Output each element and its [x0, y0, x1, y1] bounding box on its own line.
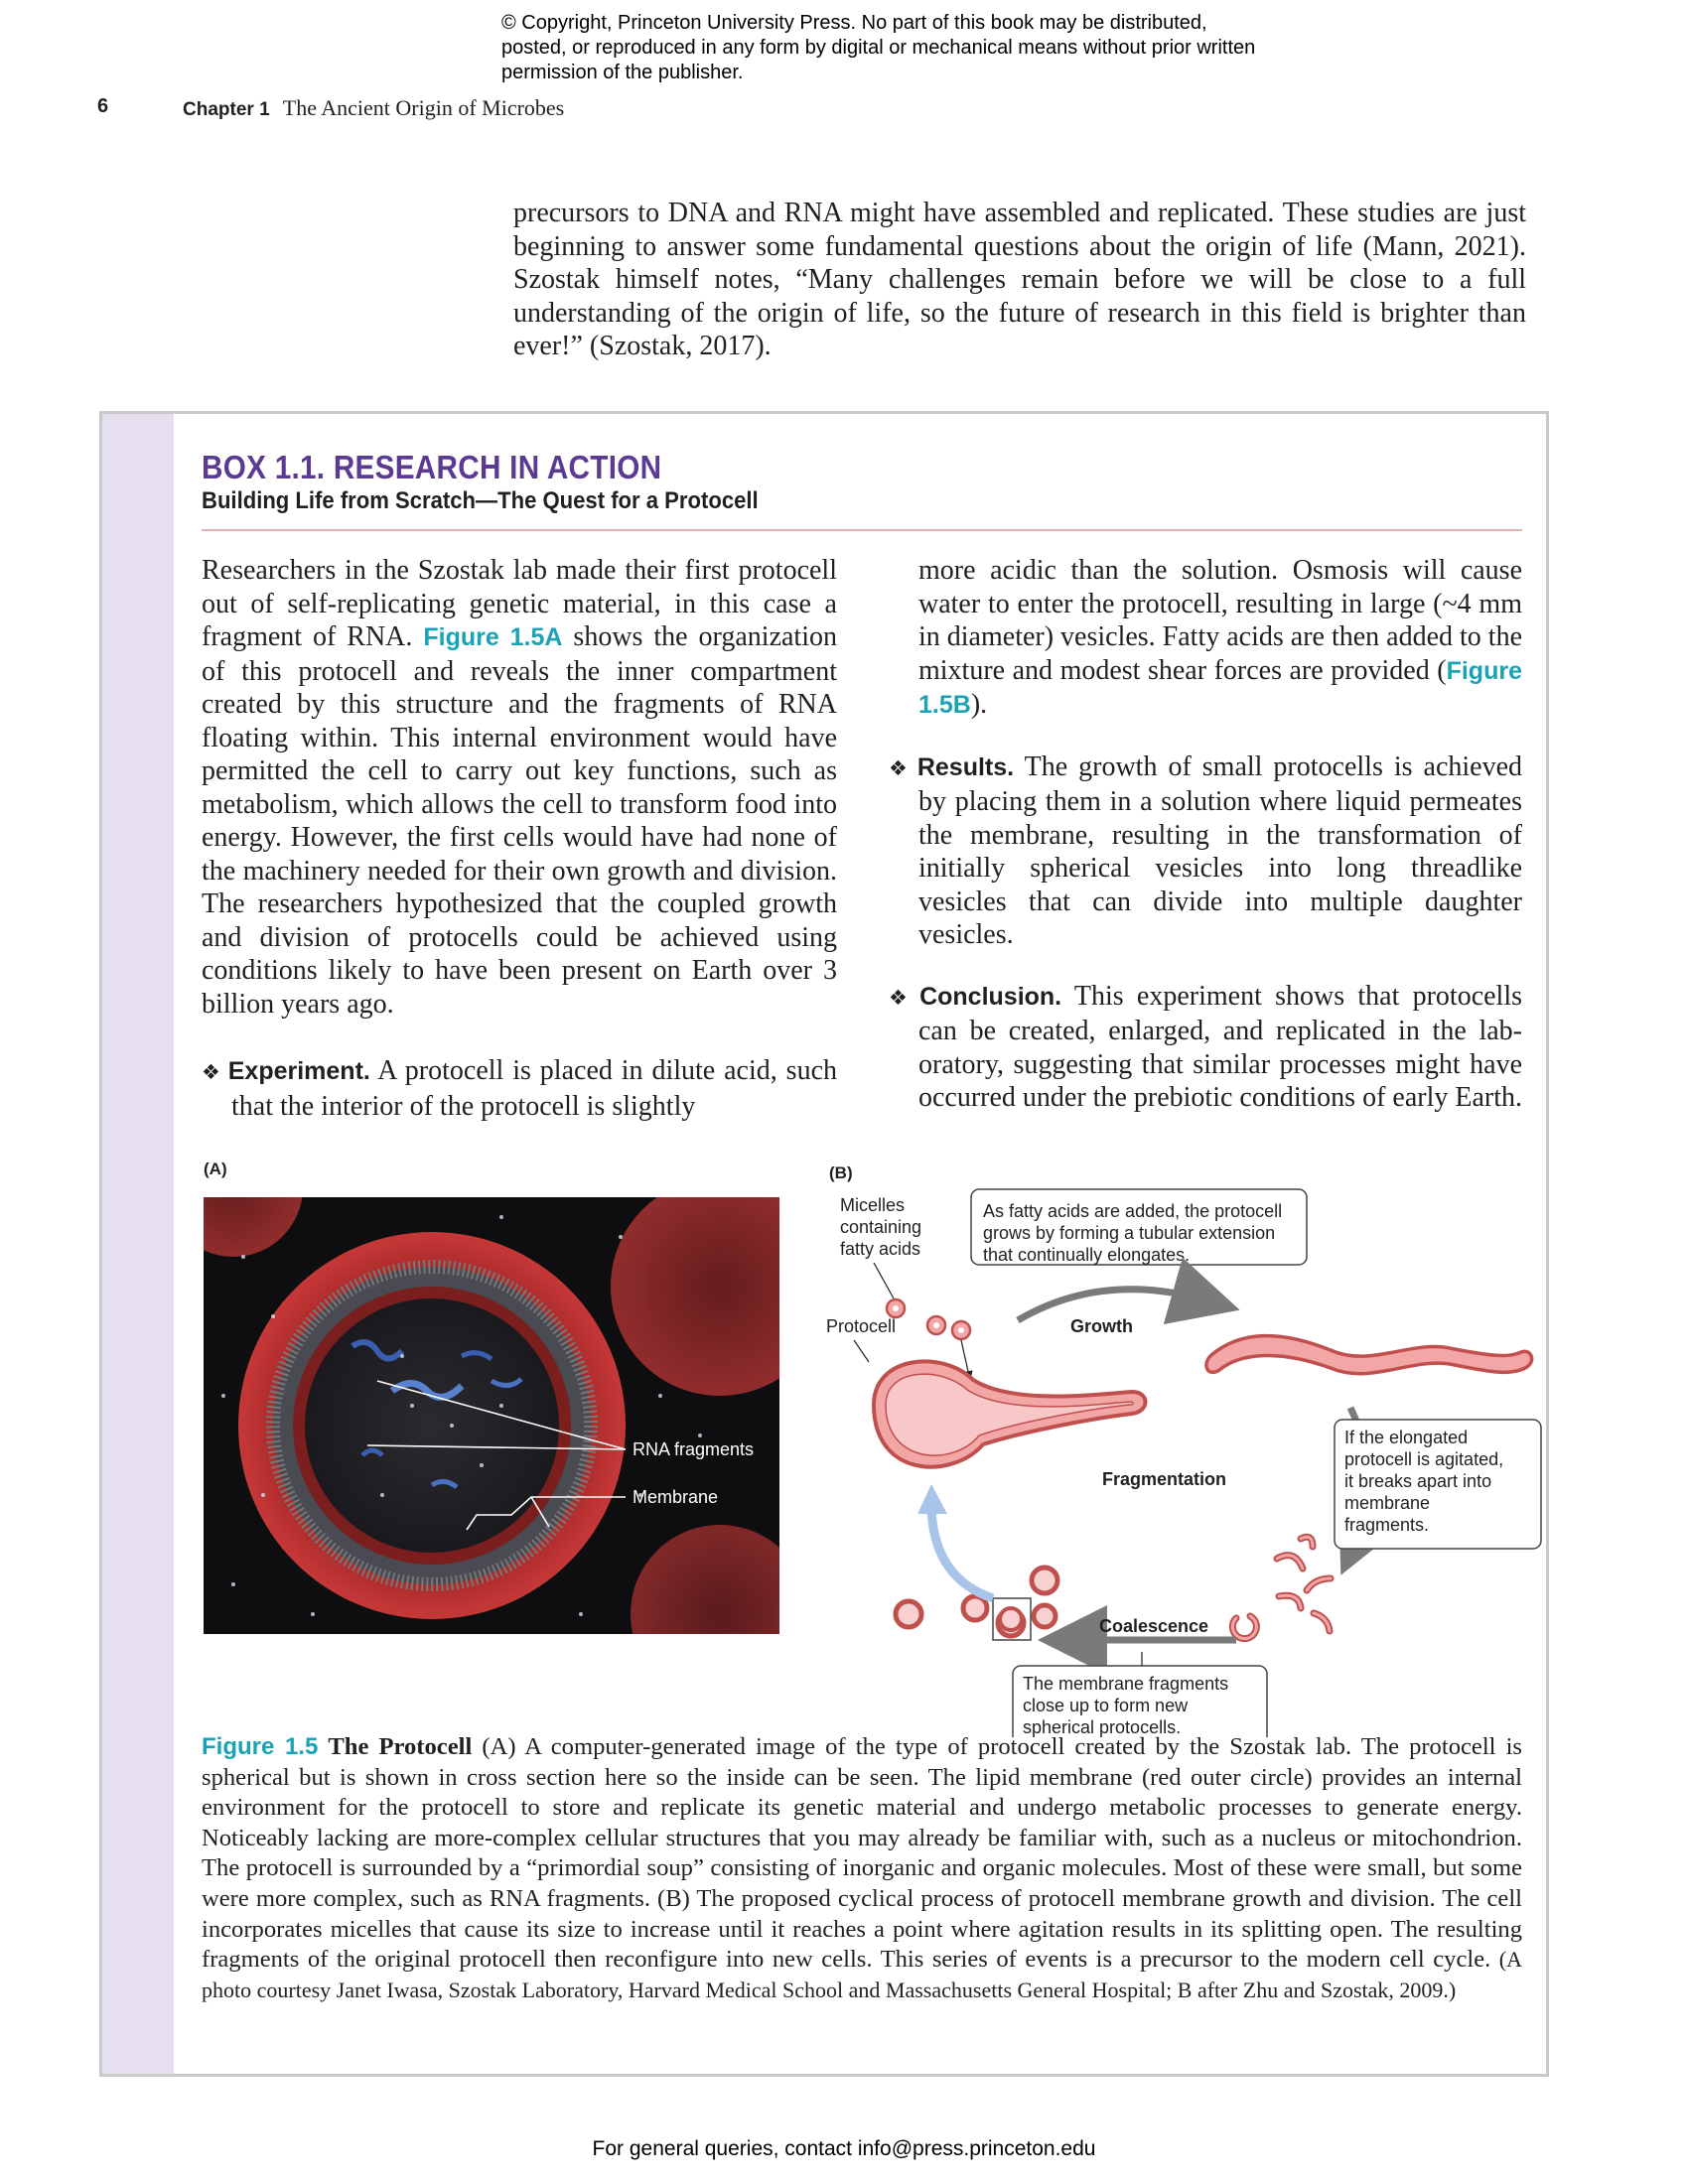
- figure-title: The Protocell: [328, 1733, 473, 1760]
- results-heading: Results.: [916, 752, 1015, 781]
- elongated-vesicle: [1206, 1336, 1532, 1374]
- results-item: ❖ Results. The growth of small protocells is achieved by placing them in a solution where liquid permeates the membrane, resulting in the transformation of initially spherical vesicles into long threadlike vesicles that can divide into multiple daughter vesicles.: [889, 751, 1523, 950]
- panel-a-label: (A): [204, 1160, 227, 1178]
- running-head: [183, 95, 564, 121]
- fragmentation-callout-text: If the elongated protocell is agitated, it breaks apart into membrane fragments.: [1344, 1428, 1504, 1535]
- experiment-heading: Experiment.: [227, 1057, 370, 1085]
- figure-reference-link[interactable]: Figure 1.5B: [918, 656, 1522, 719]
- box-side-stripe: [102, 414, 174, 2074]
- figure-number: Figure 1.5: [202, 1733, 319, 1760]
- rna-fragments-label: RNA fragments: [633, 1439, 755, 1459]
- growth-callout-text: As fatty acids are added, the protocell grows by forming a tubular extension that continually elongates.: [983, 1201, 1283, 1265]
- panel-b-label: (B): [829, 1163, 853, 1182]
- growth-label: Growth: [1070, 1316, 1133, 1336]
- page-number: 6: [97, 95, 109, 117]
- box-rule: [202, 529, 1522, 531]
- experiment-item: ❖ Experiment. A protocell is placed in dilute acid, such that the interior of the protocell is slightly: [202, 1055, 837, 1122]
- box-left-column: [202, 554, 837, 1123]
- figure-reference-link[interactable]: Figure 1.5A: [423, 623, 563, 651]
- diamond-bullet-icon: ❖: [889, 755, 912, 780]
- coalescence-label: Coalescence: [1099, 1616, 1209, 1636]
- experiment-continued: more acidic than the solution. Osmosis will cause water to enter the protocell, resulting in large (~4 mm in diameter) vesicles. Fatty acids are then added to the mixture and modest shear forces are provided (Figure 1.5B).: [918, 555, 1523, 720]
- fragmentation-label: Fragmentation: [1102, 1469, 1227, 1489]
- chapter-title: The Ancient Origin of Microbes: [282, 95, 565, 120]
- coalescence-callout-text: The membrane fragments close up to form new spherical protocells.: [1023, 1674, 1229, 1737]
- copyright-notice: © Copyright, Princeton University Press. No part of this book may be distributed, posted, or reproduced in any form by digital or mechanical means without prior written permission of the publisher.: [501, 12, 1256, 83]
- box-paragraph: Researchers in the Szostak lab made their first protocell out of self-replicating genetic material, in this case a fragment of RNA. Figure 1.5A shows the organization of this protocell and reveals the inner compartment created by this structure and the fragments of RNA floating within. This internal environment would have permitted the cell to carry out key functions, such as metabolism, which allows the cell to transform food into energy. However, the first cells would have had none of the machinery needed for their own growth and division. The researchers hypothesized that the coupled growth and division of protocells could be achieved using conditions likely to have been present on Earth over 3 billion years ago.: [202, 555, 837, 1020]
- protocell-cycle-diagram: [814, 1181, 1549, 1737]
- figure-caption: [202, 1732, 1522, 2005]
- diamond-bullet-icon: ❖: [889, 985, 914, 1010]
- protocell-render-image: [204, 1197, 779, 1634]
- figure-credit: (A photo courtesy Janet Iwasa, Szostak Laboratory, Harvard Medical School and Massachusetts General Hospital; B after Zhu and Szostak, 2009.): [202, 1947, 1522, 2002]
- footer-contact: For general queries, contact info@press.princeton.edu: [592, 2137, 1096, 2160]
- diamond-bullet-icon: ❖: [202, 1060, 222, 1084]
- figure-caption-text: (A) A computer-generated image of the type of protocell created by the Szostak lab. The protocell is spherical but is shown in cross section here so the inside can be seen. The lipid membrane (red outer circle) provides an internal environment for the protocell to store and replicate its genetic material and undergo metabolic processes to generate energy. Noticeably lacking are more-complex cellular structures that you may already be familiar with, such as a nucleus or mitochondrion. The protocell is surrounded by a “primordial soup” consisting of inorganic and organic molecules. Most of these were small, but some were more complex, such as RNA fragments. (B) The proposed cyclical process of protocell membrane growth and division. The cell incorporates micelles that cause its size to increase until it reaches a point where agitation results in its splitting open. The resulting fragments of the original protocell then reconfigure into new cells. This series of events is a precursor to the modern cell cycle.: [202, 1733, 1522, 1974]
- conclusion-heading: Conclusion.: [919, 982, 1062, 1011]
- intro-paragraph: precursors to DNA and RNA might have assembled and replicated. These studies are just beginning to answer some fundamental questions about the origin of life (Mann, 2021). Szostak himself notes, “Many challenges remain before we will be close to a full understanding of the origin of life, so the future of research in this field is brighter than ever!” (Szostak, 2017).: [513, 198, 1526, 361]
- box-heading: BOX 1.1. RESEARCH IN ACTION: [202, 449, 662, 485]
- conclusion-item: ❖ Conclusion. This experiment shows that protocells can be created, enlarged, and replicated in the laboratory, suggesting that similar processes might have occurred under the prebiotic conditions of early Earth.: [889, 980, 1523, 1113]
- box-right-column: [889, 554, 1523, 1115]
- box-subheading: Building Life from Scratch—The Quest for a Protocell: [202, 487, 759, 514]
- protocell-label: Protocell: [826, 1316, 897, 1336]
- membrane-label: Membrane: [633, 1487, 719, 1507]
- chapter-label: Chapter 1: [183, 99, 270, 120]
- micelles-label: Micelles containing fatty acids: [840, 1195, 922, 1259]
